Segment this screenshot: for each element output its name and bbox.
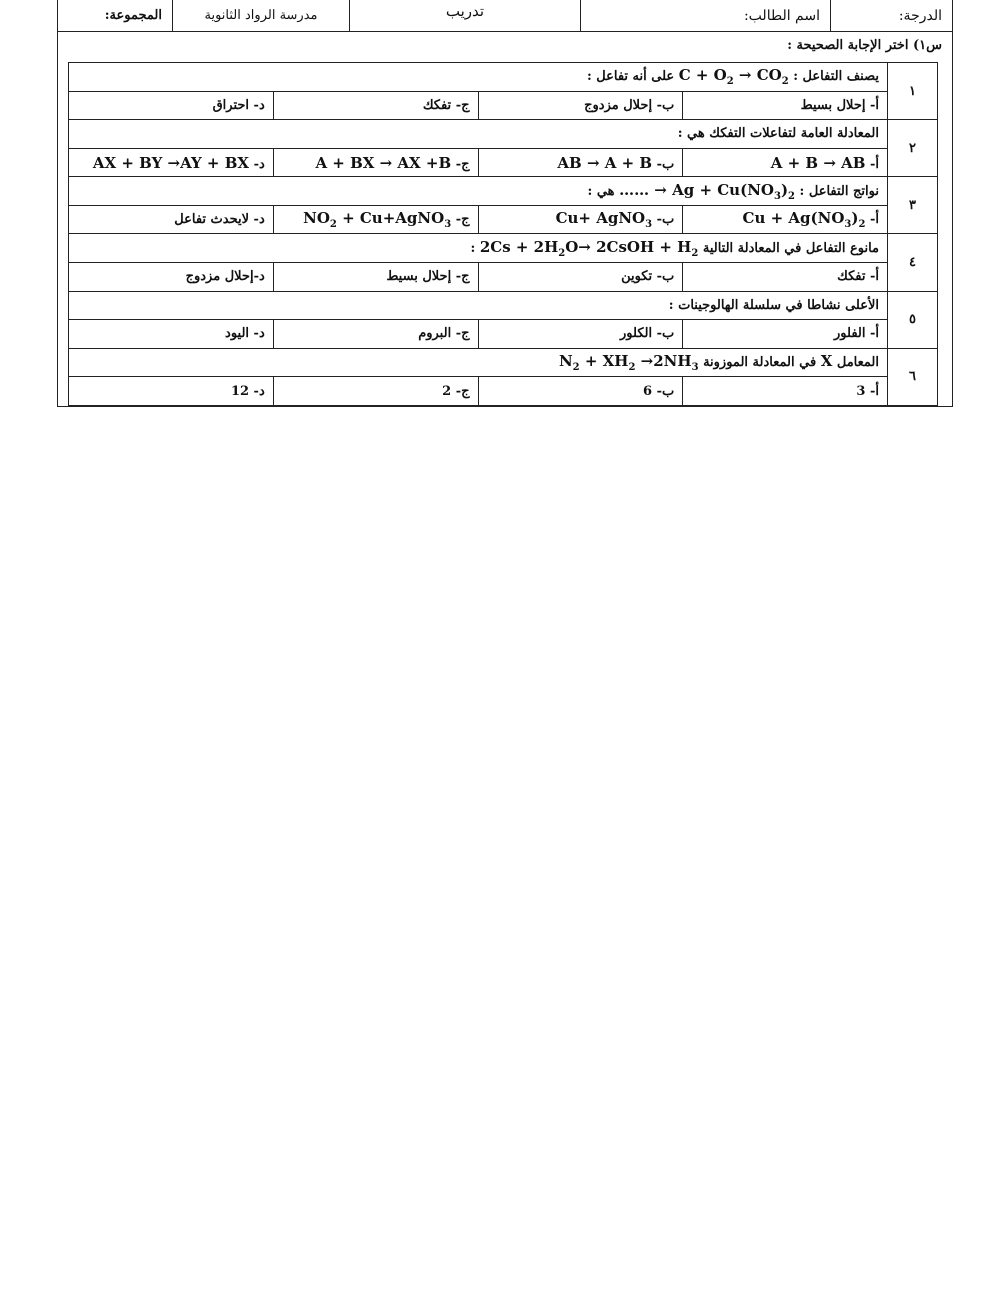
question-number: ١ — [888, 63, 938, 120]
options-row — [69, 205, 938, 234]
school-field — [172, 0, 349, 31]
option-b[interactable]: ب- إحلال مزدوج — [478, 91, 683, 120]
question-row — [69, 348, 938, 377]
option-a[interactable]: أ- A + B → AB — [683, 148, 888, 177]
option-b[interactable]: ب- Cu+ AgNO$_3$ — [478, 205, 683, 234]
option-a[interactable]: أ- الفلور — [683, 320, 888, 349]
school-name: مدرسة الرواد الثانوية — [204, 8, 318, 23]
question-text: الأعلى نشاطا في سلسلة الهالوجينات : — [69, 291, 888, 320]
grade-label: الدرجة: — [898, 7, 942, 24]
option-b[interactable]: ب- الكلور — [478, 320, 683, 349]
practice-label: تدريب — [445, 2, 485, 20]
group-label: المجموعة: — [104, 8, 162, 23]
option-c[interactable]: ج- تفكك — [273, 91, 478, 120]
question-text: المعامل X في المعادلة الموزونة $N_2 + XH_2 \to 2NH_3$ — [69, 348, 888, 377]
group-field — [58, 0, 172, 31]
student-name-label: اسم الطالب: — [743, 7, 820, 24]
question-row — [69, 291, 938, 320]
student-name-field — [580, 0, 830, 31]
equation: …… → $Ag + Cu(NO_3)_2$ — [619, 180, 796, 202]
option-c[interactable]: ج- إحلال بسيط — [273, 263, 478, 292]
worksheet — [57, 0, 953, 407]
question-number: ٢ — [888, 120, 938, 177]
header-row — [58, 0, 952, 32]
question-number: ٣ — [888, 177, 938, 234]
option-c[interactable]: ج- $NO_2$ + Cu+AgNO$_3$ — [273, 205, 478, 234]
option-d[interactable]: د-إحلال مزدوج — [69, 263, 274, 292]
question-text: نواتج التفاعل : …… → $Ag + Cu(NO_3)_2$ هي : — [69, 177, 888, 206]
question-row — [69, 63, 938, 92]
option-b[interactable]: ب- تكوين — [478, 263, 683, 292]
question-number: ٥ — [888, 291, 938, 348]
option-d[interactable]: د- لايحدث تفاعل — [69, 205, 274, 234]
options-row — [69, 377, 938, 406]
option-c[interactable]: ج- A + BX → AX +B — [273, 148, 478, 177]
option-d[interactable]: د- AX + BY →AY + BX — [69, 148, 274, 177]
equation: $N_2 + XH_2 \to 2NH_3$ — [558, 352, 699, 374]
question-number: ٦ — [888, 348, 938, 405]
option-d[interactable]: د- 12 — [69, 377, 274, 406]
practice-field — [349, 0, 580, 31]
question-text: مانوع التفاعل في المعادلة التالية $2Cs + 2H_2O\to$ 2CsOH + $H_2$ : — [69, 234, 888, 263]
grade-field — [830, 0, 952, 31]
question-text: المعادلة العامة لتفاعلات التفكك هي : — [69, 120, 888, 149]
options-row — [69, 148, 938, 177]
equation: $2Cs + 2H_2O\to$ 2CsOH + $H_2$ — [479, 237, 699, 259]
instruction: س١) اختر الإجابة الصحيحة : — [787, 38, 942, 53]
question-text: يصنف التفاعل : $C + O_2 \to CO_2$ على أنه تفاعل : — [69, 63, 888, 92]
option-c[interactable]: ج- 2 — [273, 377, 478, 406]
option-d[interactable]: د- اليود — [69, 320, 274, 349]
option-c[interactable]: ج- البروم — [273, 320, 478, 349]
option-a[interactable]: أ- إحلال بسيط — [683, 91, 888, 120]
option-a[interactable]: أ- تفكك — [683, 263, 888, 292]
question-row — [69, 234, 938, 263]
option-b[interactable]: ب- 6 — [478, 377, 683, 406]
options-row — [69, 91, 938, 120]
equation: $C + O_2 \to CO_2$ — [678, 66, 789, 88]
questions-table — [68, 62, 938, 406]
options-row — [69, 320, 938, 349]
question-row — [69, 120, 938, 149]
option-a[interactable]: أ- $Cu + Ag(NO_3)_2$ — [683, 205, 888, 234]
option-b[interactable]: ب- AB → A + B — [478, 148, 683, 177]
option-d[interactable]: د- احتراق — [69, 91, 274, 120]
option-a[interactable]: أ- 3 — [683, 377, 888, 406]
question-row — [69, 177, 938, 206]
options-row — [69, 263, 938, 292]
question-number: ٤ — [888, 234, 938, 291]
